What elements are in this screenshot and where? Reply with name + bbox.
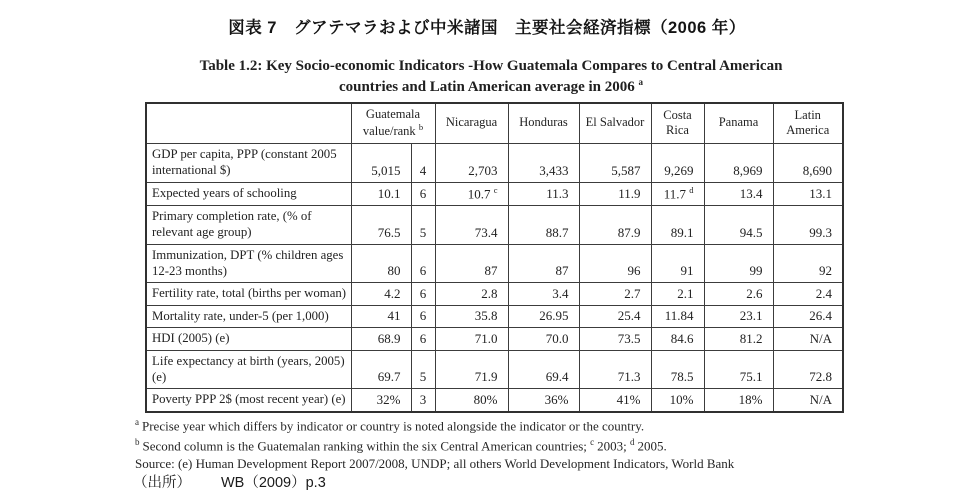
footnote-text: Source: (e) Human Development Report 2007/2008, UNDP; all others World Development Indicators, World Bank [135,456,735,472]
header-cell-indicator [146,103,351,144]
row-label: Fertility rate, total (births per woman) [146,283,351,305]
value-cell: 78.5 [651,350,704,389]
guatemala-value-cell: 41 [351,305,411,327]
guatemala-value-cell: 68.9 [351,328,411,350]
guatemala-value-cell: 4.2 [351,283,411,305]
row-label: HDI (2005) (e) [146,328,351,350]
guatemala-rank-cell: 6 [411,182,435,205]
guatemala-rank-cell: 4 [411,143,435,182]
table-row [146,283,843,305]
value-cell: 87 [508,244,579,283]
table-title-line2: countries and Latin American average in 2006 [338,79,639,96]
guatemala-rank-cell: 6 [411,283,435,305]
value-cell: 11.9 [579,182,651,205]
table-row [146,143,843,182]
row-label: Poverty PPP 2$ (most recent year) (e) [146,389,351,412]
value-cell: 80% [435,389,508,412]
value-cell: 2.7 [579,283,651,305]
value-cell: 2.1 [651,283,704,305]
value-cell: 71.9 [435,350,508,389]
footnote-ref-a: a [638,77,644,88]
footnotes [133,416,849,474]
table-row [146,244,843,283]
value-cell: 99.3 [773,205,843,244]
value-cell: 26.4 [773,305,843,327]
table-row [146,182,843,205]
value-cell: 92 [773,244,843,283]
footnote-text: Precise year which differs by indicator or country is noted alongside the indicator or the country. [142,418,645,434]
table-row [146,328,843,350]
value-cell: 3,433 [508,143,579,182]
value-cell: 75.1 [704,350,773,389]
footnote-ref: b [418,122,424,133]
source-line [133,471,326,492]
value-cell: 41% [579,389,651,412]
value-cell: 94.5 [704,205,773,244]
footnote-marker: c [590,436,595,447]
figure-title-jp: 図表 7 グアテマラおよび中米諸国 主要社会経済指標（2006 年） [228,19,746,37]
guatemala-value-cell: 76.5 [351,205,411,244]
header-cell: El Salvador [579,103,651,144]
row-label: Life expectancy at birth (years, 2005) (e) [146,350,351,389]
value-cell: 8,969 [704,143,773,182]
footnote-text: 2005. [637,437,667,453]
table-body [146,143,843,411]
footnote-line [135,416,849,436]
value-cell: 99 [704,244,773,283]
value-cell: 87.9 [579,205,651,244]
footnote-line [135,436,849,456]
header-cell: Nicaragua [435,103,508,144]
value-cell: 70.0 [508,328,579,350]
table-row [146,205,843,244]
value-cell: 73.5 [579,328,651,350]
value-cell: 91 [651,244,704,283]
row-label: Mortality rate, under-5 (per 1,000) [146,305,351,327]
guatemala-value-cell: 80 [351,244,411,283]
value-cell: 71.0 [435,328,508,350]
footnote-ref: c [493,184,498,195]
header-cell: Honduras [508,103,579,144]
guatemala-value-cell: 32% [351,389,411,412]
footnote-ref: d [689,184,694,195]
value-cell: 13.1 [773,182,843,205]
footnote-text: 2003; [597,437,631,453]
row-label: Immunization, DPT (% children ages 12-23 months) [146,244,351,283]
value-cell: 88.7 [508,205,579,244]
value-cell: 2.4 [773,283,843,305]
value-cell: 11.84 [651,305,704,327]
table-row [146,389,843,412]
footnote-marker: b [135,436,140,447]
value-cell: 2,703 [435,143,508,182]
value-cell: 13.4 [704,182,773,205]
value-cell: 72.8 [773,350,843,389]
value-cell: N/A [773,328,843,350]
guatemala-rank-cell: 6 [411,305,435,327]
footnote-marker: d [630,436,635,447]
value-cell: 87 [435,244,508,283]
guatemala-value-cell: 10.1 [351,182,411,205]
table-header-row [146,103,843,144]
guatemala-rank-cell: 6 [411,328,435,350]
table-row [146,350,843,389]
header-cell: Guatemala value/rank $^b$ [351,103,435,144]
value-cell: 81.2 [704,328,773,350]
value-cell: 11.7 $^d$ [651,182,704,205]
row-label: Primary completion rate, (% of relevant age group) [146,205,351,244]
value-cell: 25.4 [579,305,651,327]
value-cell: 89.1 [651,205,704,244]
value-cell: 35.8 [435,305,508,327]
value-cell: 10% [651,389,704,412]
value-cell: 23.1 [704,305,773,327]
table-row [146,305,843,327]
row-label: GDP per capita, PPP (constant 2005 international $) [146,143,351,182]
guatemala-rank-cell: 6 [411,244,435,283]
indicators-table [145,102,844,413]
guatemala-rank-cell: 5 [411,205,435,244]
value-cell: 71.3 [579,350,651,389]
header-cell: Panama [704,103,773,144]
source-label: （出所） [133,475,191,491]
footnote-text: Second column is the Guatemalan ranking within the six Central American countries; [142,437,591,453]
value-cell: 2.6 [704,283,773,305]
source-text: WB（2009）p.3 [221,475,326,491]
guatemala-value-cell: 5,015 [351,143,411,182]
table-title [133,56,849,98]
table-block [133,56,849,474]
row-label: Expected years of schooling [146,182,351,205]
table-header [146,103,843,144]
guatemala-rank-cell: 3 [411,389,435,412]
guatemala-rank-cell: 5 [411,350,435,389]
value-cell: 11.3 [508,182,579,205]
value-cell: 8,690 [773,143,843,182]
header-cell: Costa Rica [651,103,704,144]
value-cell: 73.4 [435,205,508,244]
value-cell: 18% [704,389,773,412]
guatemala-value-cell: 69.7 [351,350,411,389]
footnote-marker: a [135,416,139,427]
value-cell: 9,269 [651,143,704,182]
value-cell: N/A [773,389,843,412]
table-title-line1: Table 1.2: Key Socio-economic Indicators -How Guatemala Compares to Central American [199,58,783,74]
value-cell: 2.8 [435,283,508,305]
value-cell: 26.95 [508,305,579,327]
value-cell: 96 [579,244,651,283]
value-cell: 36% [508,389,579,412]
value-cell: 10.7 $^c$ [435,182,508,205]
value-cell: 5,587 [579,143,651,182]
value-cell: 69.4 [508,350,579,389]
value-cell: 84.6 [651,328,704,350]
header-cell: Latin America [773,103,843,144]
value-cell: 3.4 [508,283,579,305]
